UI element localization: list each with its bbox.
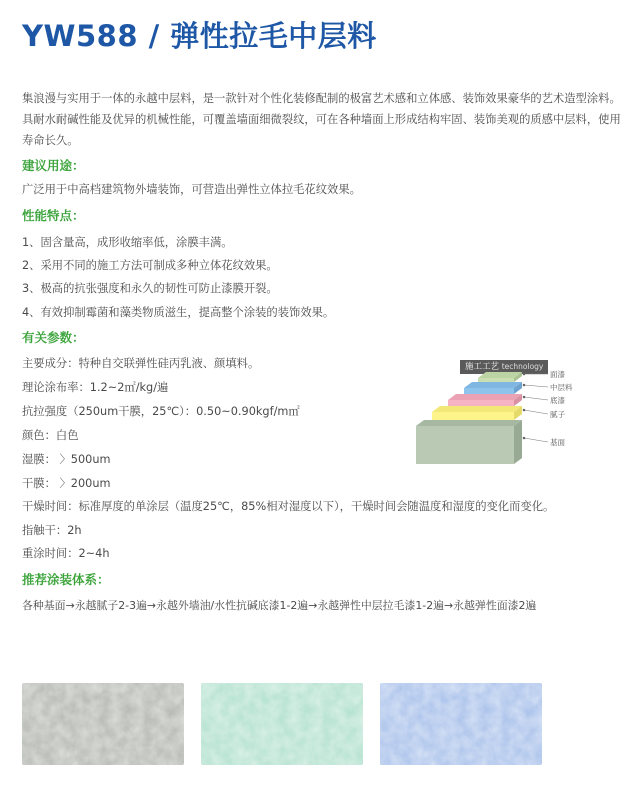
features-heading: 性能特点： [22, 208, 85, 223]
layer-label-putty: 腻子 [550, 410, 565, 419]
layer-base [416, 420, 522, 426]
layer-primer-front [448, 400, 514, 406]
layer-primer [448, 394, 522, 400]
texture-swatch-gray [22, 683, 184, 765]
page-title: YW588 / 弹性拉毛中层料 [22, 19, 377, 53]
layer-label-top: 面漆 [550, 370, 565, 379]
param-item: 主要成分：特种自交联弹性硅丙乳液、颜填料。 [22, 357, 260, 370]
layer-putty [432, 406, 522, 412]
feature-item: 3、极高的抗张强度和永久的韧性可防止漆膜开裂。 [22, 282, 278, 295]
technology-label: 施工工艺 technology [460, 360, 548, 374]
system-heading: 推荐涂装体系： [22, 572, 110, 587]
param-item: 指触干：2h [22, 524, 82, 537]
layer-top-front [478, 378, 514, 382]
param-item: 干膜： 〉200um [22, 477, 111, 490]
intro-paragraph: 集浪漫与实用于一体的永越中层料，是一款针对个性化装修配制的极富艺术感和立体感、装饰效果豪华的艺术造型涂料。具耐水耐碱性能及优异的机械性能，可覆盖墙面细微裂纹，可在各种墙面上形成结构牢固、装饰美观的质感中层料，使用寿命长久。 [22, 92, 621, 147]
usage-text: 广泛用于中高档建筑物外墙装饰，可营造出弹性立体拉毛花纹效果。 [22, 183, 361, 196]
system-text: 各种基面→永越腻子2-3遍→永越外墙油/水性抗碱底漆1-2遍→永越弹性中层拉毛漆1-2遍→永越弹性面漆2遍 [22, 599, 537, 612]
param-item: 抗拉强度（250um干膜，25℃）：0.50~0.90kgf/m㎡ [22, 405, 300, 418]
param-item: 理论涂布率：1.2~2㎡/kg/遍 [22, 381, 169, 394]
technology-label-en: technology [501, 362, 544, 371]
texture-swatch-mint [201, 683, 363, 765]
layer-base-front [416, 426, 514, 464]
layer-base-side [514, 420, 522, 464]
param-item: 重涂时间：2~4h [22, 547, 110, 560]
layer-label-primer: 底漆 [550, 396, 565, 405]
usage-heading: 建议用途： [22, 158, 85, 173]
layer-label-base: 基面 [550, 438, 565, 447]
feature-item: 1、固含量高，成形收缩率低，涂膜丰满。 [22, 236, 233, 249]
param-item: 颜色：白色 [22, 429, 79, 442]
texture-swatch-blue [380, 683, 542, 765]
feature-item: 2、采用不同的施工方法可制成多种立体花纹效果。 [22, 259, 278, 272]
layer-middle-front [464, 388, 514, 394]
layer-putty-front [432, 412, 514, 420]
params-heading: 有关参数： [22, 330, 85, 345]
param-item: 干燥时间：标准厚度的单涂层（温度25℃，85%相对湿度以下），干燥时间会随温度和湿度的变化而变化。 [22, 500, 555, 513]
layer-label-middle: 中层料 [550, 383, 573, 392]
param-item: 湿膜： 〉500um [22, 453, 111, 466]
layer-middle [464, 382, 522, 388]
feature-item: 4、有效抑制霉菌和藻类物质滋生，提高整个涂装的装饰效果。 [22, 306, 335, 319]
